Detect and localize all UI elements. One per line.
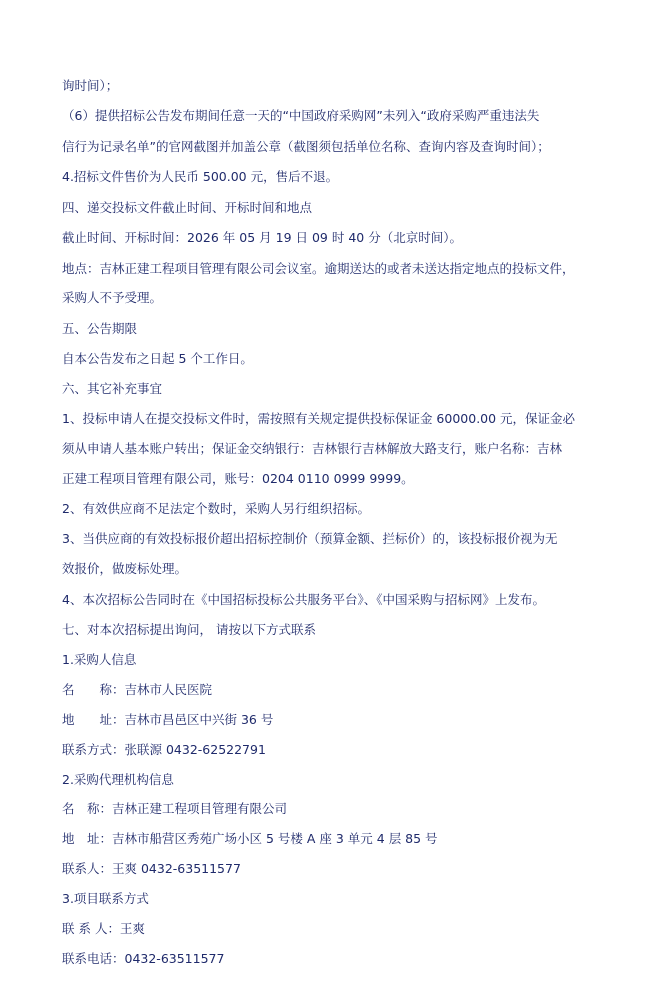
text-line-supp-3: 3、当供应商的有效投标报价超出招标控制价（预算金额、拦标价）的，该投标报价视为无 <box>62 531 558 546</box>
agency-contact: 联系人：王爽 0432-63511577 <box>62 861 241 876</box>
text-line-location: 地点：吉林正建工程项目管理有限公司会议室。逾期送达的或者未送达指定地点的投标文件， <box>62 261 575 276</box>
project-contact-phone: 联系电话：0432-63511577 <box>62 951 225 966</box>
agency-name: 名 称：吉林正建工程项目管理有限公司 <box>62 801 288 816</box>
project-contact-person: 联 系 人：王爽 <box>62 921 145 936</box>
text-line-item-6-cont: 信行为记录名单”的官网截图并加盖公章（截图须包括单位名称、查询内容及查询时间）； <box>62 139 550 154</box>
agency-address: 地 址：吉林市船营区秀苑广场小区 5 号楼 A 座 3 单元 4 层 85 号 <box>62 831 438 846</box>
subheading-purchaser: 1.采购人信息 <box>62 652 137 667</box>
text-line-item-4-price: 4.招标文件售价为人民币 500.00 元，售后不退。 <box>62 169 339 184</box>
section-heading-5: 五、公告期限 <box>62 321 138 336</box>
text-line-supp-1-cont: 须从申请人基本账户转出；保证金交纳银行：吉林银行吉林解放大路支行，账户名称：吉林 <box>62 441 563 456</box>
text-line-location-cont: 采购人不予受理。 <box>62 290 163 305</box>
subheading-agency: 2.采购代理机构信息 <box>62 772 174 787</box>
text-line-supp-1: 1、投标申请人在提交投标文件时，需按照有关规定提供投标保证金 60000.00 元，保证金必 <box>62 411 576 426</box>
text-line-item-6: （6）提供招标公告发布期间任意一天的“中国政府采购网”未列入“政府采购严重违法失 <box>62 108 540 123</box>
purchaser-name: 名 称：吉林市人民医院 <box>62 682 213 697</box>
text-line-continuation: 询时间）； <box>62 78 119 93</box>
text-line-supp-3-cont: 效报价，做废标处理。 <box>62 561 188 576</box>
text-line-supp-1-cont2: 正建工程项目管理有限公司，账号：0204 0110 0999 9999。 <box>62 471 414 486</box>
section-heading-4: 四、递交投标文件截止时间、开标时间和地点 <box>62 200 313 215</box>
text-line-deadline: 截止时间、开标时间：2026 年 05 月 19 日 09 时 40 分（北京时间）。 <box>62 230 462 245</box>
purchaser-address: 地 址：吉林市昌邑区中兴街 36 号 <box>62 712 274 727</box>
text-line-period: 自本公告发布之日起 5 个工作日。 <box>62 351 253 366</box>
section-heading-6: 六、其它补充事宜 <box>62 381 163 396</box>
text-line-supp-2: 2、有效供应商不足法定个数时，采购人另行组织招标。 <box>62 501 370 516</box>
section-heading-7: 七、对本次招标提出询问， 请按以下方式联系 <box>62 622 316 637</box>
purchaser-contact: 联系方式：张联源 0432-62522791 <box>62 742 266 757</box>
subheading-project-contact: 3.项目联系方式 <box>62 891 149 906</box>
text-line-supp-4: 4、本次招标公告同时在《中国招标投标公共服务平台》、《中国采购与招标网》上发布。 <box>62 592 545 607</box>
